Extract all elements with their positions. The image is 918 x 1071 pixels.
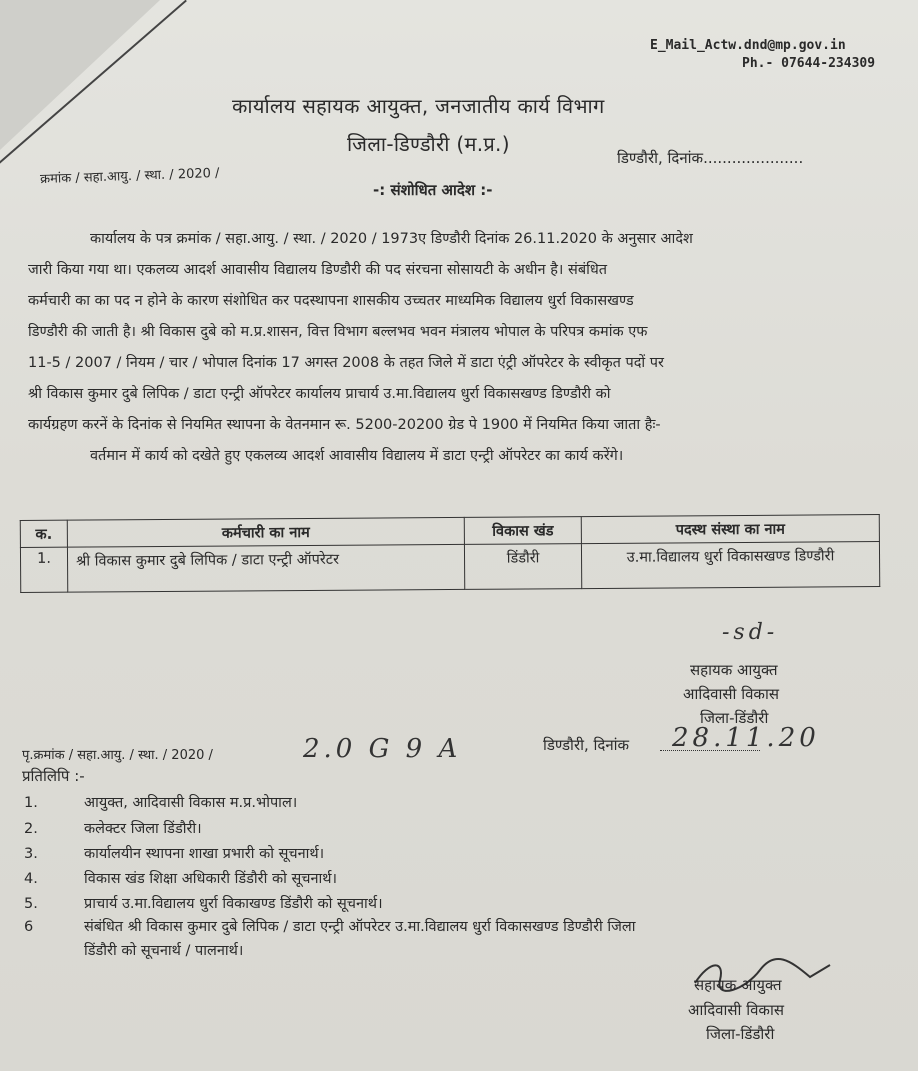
list-item xyxy=(24,792,297,812)
table-row xyxy=(20,542,879,593)
subject-heading: -: संशोधित आदेश :- xyxy=(373,181,493,199)
signatory-district: जिला-डिंडौरी xyxy=(700,709,769,727)
list-number: 2. xyxy=(24,821,38,837)
signatory2-dept: आदिवासी विकास xyxy=(688,1001,784,1019)
body-line: कार्यग्रहण करनें के दिनांक से नियमित स्थापना के वेतनमान रू. 5200-20200 ग्रेड पे 1900 में नियमित किया जाता हैः- xyxy=(28,417,661,433)
list-text: विकास खंड शिक्षा अधिकारी डिंडौरी को सूचनार्थ। xyxy=(84,871,338,887)
email-line: E_Mail_Actw.dnd@mp.gov.in xyxy=(650,38,846,53)
signatory-title: सहायक आयुक्त xyxy=(690,661,778,679)
list-text: प्राचार्य उ.मा.विद्यालय धुर्रा विकाखण्ड डिंडौरी को सूचनार्थ। xyxy=(84,896,383,912)
list-number: 6 xyxy=(24,919,34,935)
reference-number: क्रमांक / सहा.आयु. / स्था. / 2020 / xyxy=(39,165,220,188)
signatory2-title: सहायक आयुक्त xyxy=(694,976,782,994)
body-line: जारी किया गया था। एकलव्य आदर्श आवासीय विद्यालय डिण्डौरी की पद संरचना सोसायटी के अधीन है। संबंधित xyxy=(28,262,608,278)
signatory-dept: आदिवासी विकास xyxy=(683,685,779,703)
body-line: श्री विकास कुमार दुबे लिपिक / डाटा एन्ट्री ऑपरेटर कार्यालय प्राचार्य उ.मा.विद्यालय धुर्रा विकासखण्ड डिण्डौरी को xyxy=(28,386,611,402)
col-serial: क. xyxy=(20,520,67,547)
cell-block: डिंडौरी xyxy=(464,544,581,590)
col-block: विकास खंड xyxy=(464,517,581,545)
list-text: कार्यालयीन स्थापना शाखा प्रभारी को सूचनार्थ। xyxy=(84,846,325,862)
endorsement-date-label: डिण्डौरी, दिनांक xyxy=(543,736,630,754)
district-heading: जिला-डिण्डौरी (म.प्र.) xyxy=(347,132,510,156)
order-body xyxy=(28,224,898,472)
handwritten-number: 2.0 G 9 A xyxy=(303,734,462,764)
list-item xyxy=(24,843,324,863)
list-number: 1. xyxy=(24,795,38,811)
list-item xyxy=(24,868,337,888)
cell-serial: 1. xyxy=(20,547,67,592)
list-item xyxy=(24,916,635,936)
body-line: डिण्डौरी की जाती है। श्री विकास दुबे को म.प्र.शासन, वित्त विभाग बल्लभव भवन मंत्रालय भोपाल के परिपत्र कमांक एफ xyxy=(28,324,648,340)
list-item-continuation: डिंडौरी को सूचनार्थ / पालनार्थ। xyxy=(84,943,244,959)
list-number: 4. xyxy=(24,871,38,887)
body-line: कार्यालय के पत्र क्रमांक / सहा.आयु. / स्था. / 2020 / 1973ए डिण्डौरी दिनांक 26.11.2020 के अनुसार आदेश xyxy=(90,231,693,247)
phone-line: Ph.- 07644-234309 xyxy=(742,56,876,71)
list-item xyxy=(24,893,383,913)
cell-institution: उ.मा.विद्यालय धुर्रा विकासखण्ड डिण्डौरी xyxy=(581,542,879,589)
handwritten-date: 28.11.20 xyxy=(672,723,820,753)
cell-employee-name: श्री विकास कुमार दुबे लिपिक / डाटा एन्ट्री ऑपरेटर xyxy=(67,544,464,592)
place-date: डिण्डौरी, दिनांक..................... xyxy=(617,149,804,167)
list-number: 3. xyxy=(24,846,38,862)
folded-corner xyxy=(0,0,160,150)
body-line: 11-5 / 2007 / नियम / चार / भोपाल दिनांक 17 अगस्त 2008 के तहत जिले में डाटा एंट्री ऑपरेटर के स्वीकृत पदों पर xyxy=(28,355,664,371)
signatory2-district: जिला-डिंडौरी xyxy=(706,1025,775,1043)
list-text: संबंधित श्री विकास कुमार दुबे लिपिक / डाटा एन्ट्री ऑपरेटर उ.मा.विद्यालय धुर्रा विकासखण्ड डिण्डौरी जिला xyxy=(84,919,636,935)
copy-to-label: प्रतिलिपि :- xyxy=(22,767,85,785)
col-institution: पदस्थ संस्था का नाम xyxy=(581,515,879,544)
office-heading: कार्यालय सहायक आयुक्त, जनजातीय कार्य विभाग xyxy=(232,94,605,118)
endorsement-ref: पृ.क्रमांक / सहा.आयु. / स्था. / 2020 / xyxy=(22,748,213,763)
body-line: वर्तमान में कार्य को दखेते हुए एकलव्य आदर्श आवासीय विद्यालय में डाटा एन्ट्री ऑपरेटर का कार्य करेंगे। xyxy=(90,448,624,464)
body-line: कर्मचारी का का पद न होने के कारण संशोधित कर पदस्थापना शासकीय उच्चतर माध्यमिक विद्यालय धुर्रा विकासखण्ड xyxy=(28,293,634,309)
col-employee-name: कर्मचारी का नाम xyxy=(67,517,464,547)
list-text: कलेक्टर जिला डिंडौरी। xyxy=(84,821,202,837)
sd-mark: -sd- xyxy=(722,620,779,645)
list-text: आयुक्त, आदिवासी विकास म.प्र.भोपाल। xyxy=(84,795,298,811)
list-number: 5. xyxy=(24,896,38,912)
employee-table xyxy=(20,514,880,593)
list-item xyxy=(24,818,202,838)
